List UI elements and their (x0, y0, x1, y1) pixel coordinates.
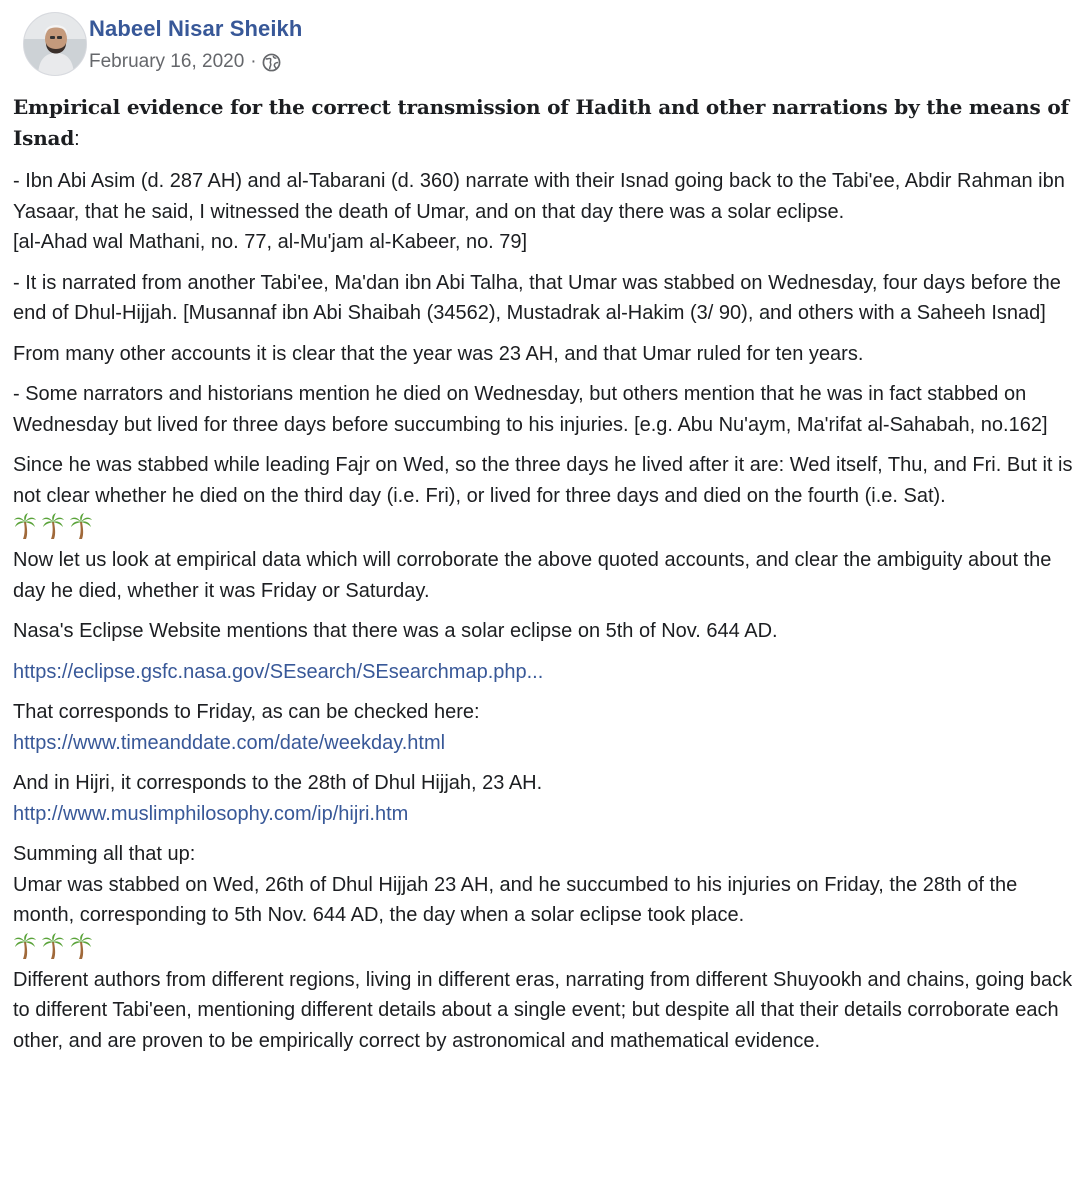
headline-text: Empirical evidence for the correct transmission of Hadith and other narrations by the means of Isnad (13, 95, 1069, 150)
link-timeanddate[interactable]: https://www.timeanddate.com/date/weekday.html (13, 731, 446, 754)
post-body (13, 92, 1073, 1066)
paragraph-friday (13, 697, 1073, 758)
paragraph-summary (13, 839, 1073, 931)
avatar-photo-icon (24, 13, 87, 76)
paragraph-ibn-abi-asim (13, 166, 1073, 258)
paragraph-link-nasa (13, 657, 1073, 688)
paragraph-year: From many other accounts it is clear that the year was 23 AH, and that Umar ruled for ten years. (13, 342, 864, 365)
author-avatar[interactable] (23, 12, 87, 76)
palm-divider (13, 511, 1073, 541)
palm-divider (13, 931, 1073, 961)
paragraph-conclusion: Different authors from different regions, living in different eras, narrating from different Shuyookh and chains, going back to different Tabi'een, mentioning different details about a single event; but despite all that their details corroborate each other, and are proven to be empirically correct by astronomical and mathematical evidence. (13, 968, 1073, 1052)
author-name[interactable]: Nabeel Nisar Sheikh (89, 16, 303, 41)
palm-tree-icon (41, 512, 65, 540)
paragraph-text: That corresponds to Friday, as can be checked here: (13, 701, 480, 723)
paragraph-text: And in Hijri, it corresponds to the 28th of Dhul Hijjah, 23 AH. (13, 772, 543, 794)
post-date[interactable]: February 16, 2020 (89, 51, 245, 72)
link-nasa-eclipse[interactable]: https://eclipse.gsfc.nasa.gov/SEsearch/SEsearchmap.php... (13, 660, 544, 683)
post-header (13, 0, 1084, 90)
palm-tree-icon (13, 512, 37, 540)
paragraph-hijri (13, 768, 1073, 829)
paragraph-madan: - It is narrated from another Tabi'ee, Ma'dan ibn Abi Talha, that Umar was stabbed on Wednesday, four days before the end of Dhul-Hijjah. [Musannaf ibn Abi Shaibah (34562), Mustadrak al-Hakim (3/ 90), and others with a Saheeh Isnad] (13, 271, 1061, 324)
paragraph-fajr: Since he was stabbed while leading Fajr on Wed, so the three days he lived after it are: Wed itself, Thu, and Fri. But it is not clear whether he died on the third day (i.e. Fri), or lived for three days and died on the fourth (i.e. Sat). (13, 454, 1073, 507)
link-muslimphilosophy[interactable]: http://www.muslimphilosophy.com/ip/hijri.htm (13, 802, 409, 825)
paragraph-empirical-data: Now let us look at empirical data which will corroborate the above quoted accounts, and clear the ambiguity about the day he died, whether it was Friday or Saturday. (13, 549, 1052, 602)
headline-colon: : (74, 127, 80, 150)
palm-tree-icon (69, 512, 93, 540)
palm-tree-icon (13, 932, 37, 960)
paragraph-reference: [al-Ahad wal Mathani, no. 77, al-Mu'jam al-Kabeer, no. 79] (13, 231, 528, 253)
paragraph-text: - Ibn Abi Asim (d. 287 AH) and al-Tabarani (d. 360) narrate with their Isnad going back to the Tabi'ee, Abdir Rahman ibn Yasaar, that he said, I witnessed the death of Umar, and on that day there was a solar eclipse. (13, 170, 1065, 223)
paragraph-nasa: Nasa's Eclipse Website mentions that there was a solar eclipse on 5th of Nov. 644 AD. (13, 620, 778, 642)
summary-text: Umar was stabbed on Wed, 26th of Dhul Hijjah 23 AH, and he succumbed to his injuries on Friday, the 28th of the month, corresponding to 5th Nov. 644 AD, the day when a solar eclipse took place. (13, 873, 1018, 926)
paragraph-narrators: - Some narrators and historians mention he died on Wednesday, but others mention that he was in fact stabbed on Wednesday but lived for three days before succumbing to his injuries. [e.g. Abu Nu'aym, Ma'rifat al-Sahabah, no.162] (13, 383, 1048, 436)
summary-heading: Summing all that up: (13, 843, 196, 865)
globe-icon[interactable] (262, 53, 281, 72)
post-meta (89, 51, 281, 73)
post-headline (13, 92, 1073, 154)
meta-separator: · (250, 51, 257, 72)
palm-tree-icon (69, 932, 93, 960)
palm-tree-icon (41, 932, 65, 960)
